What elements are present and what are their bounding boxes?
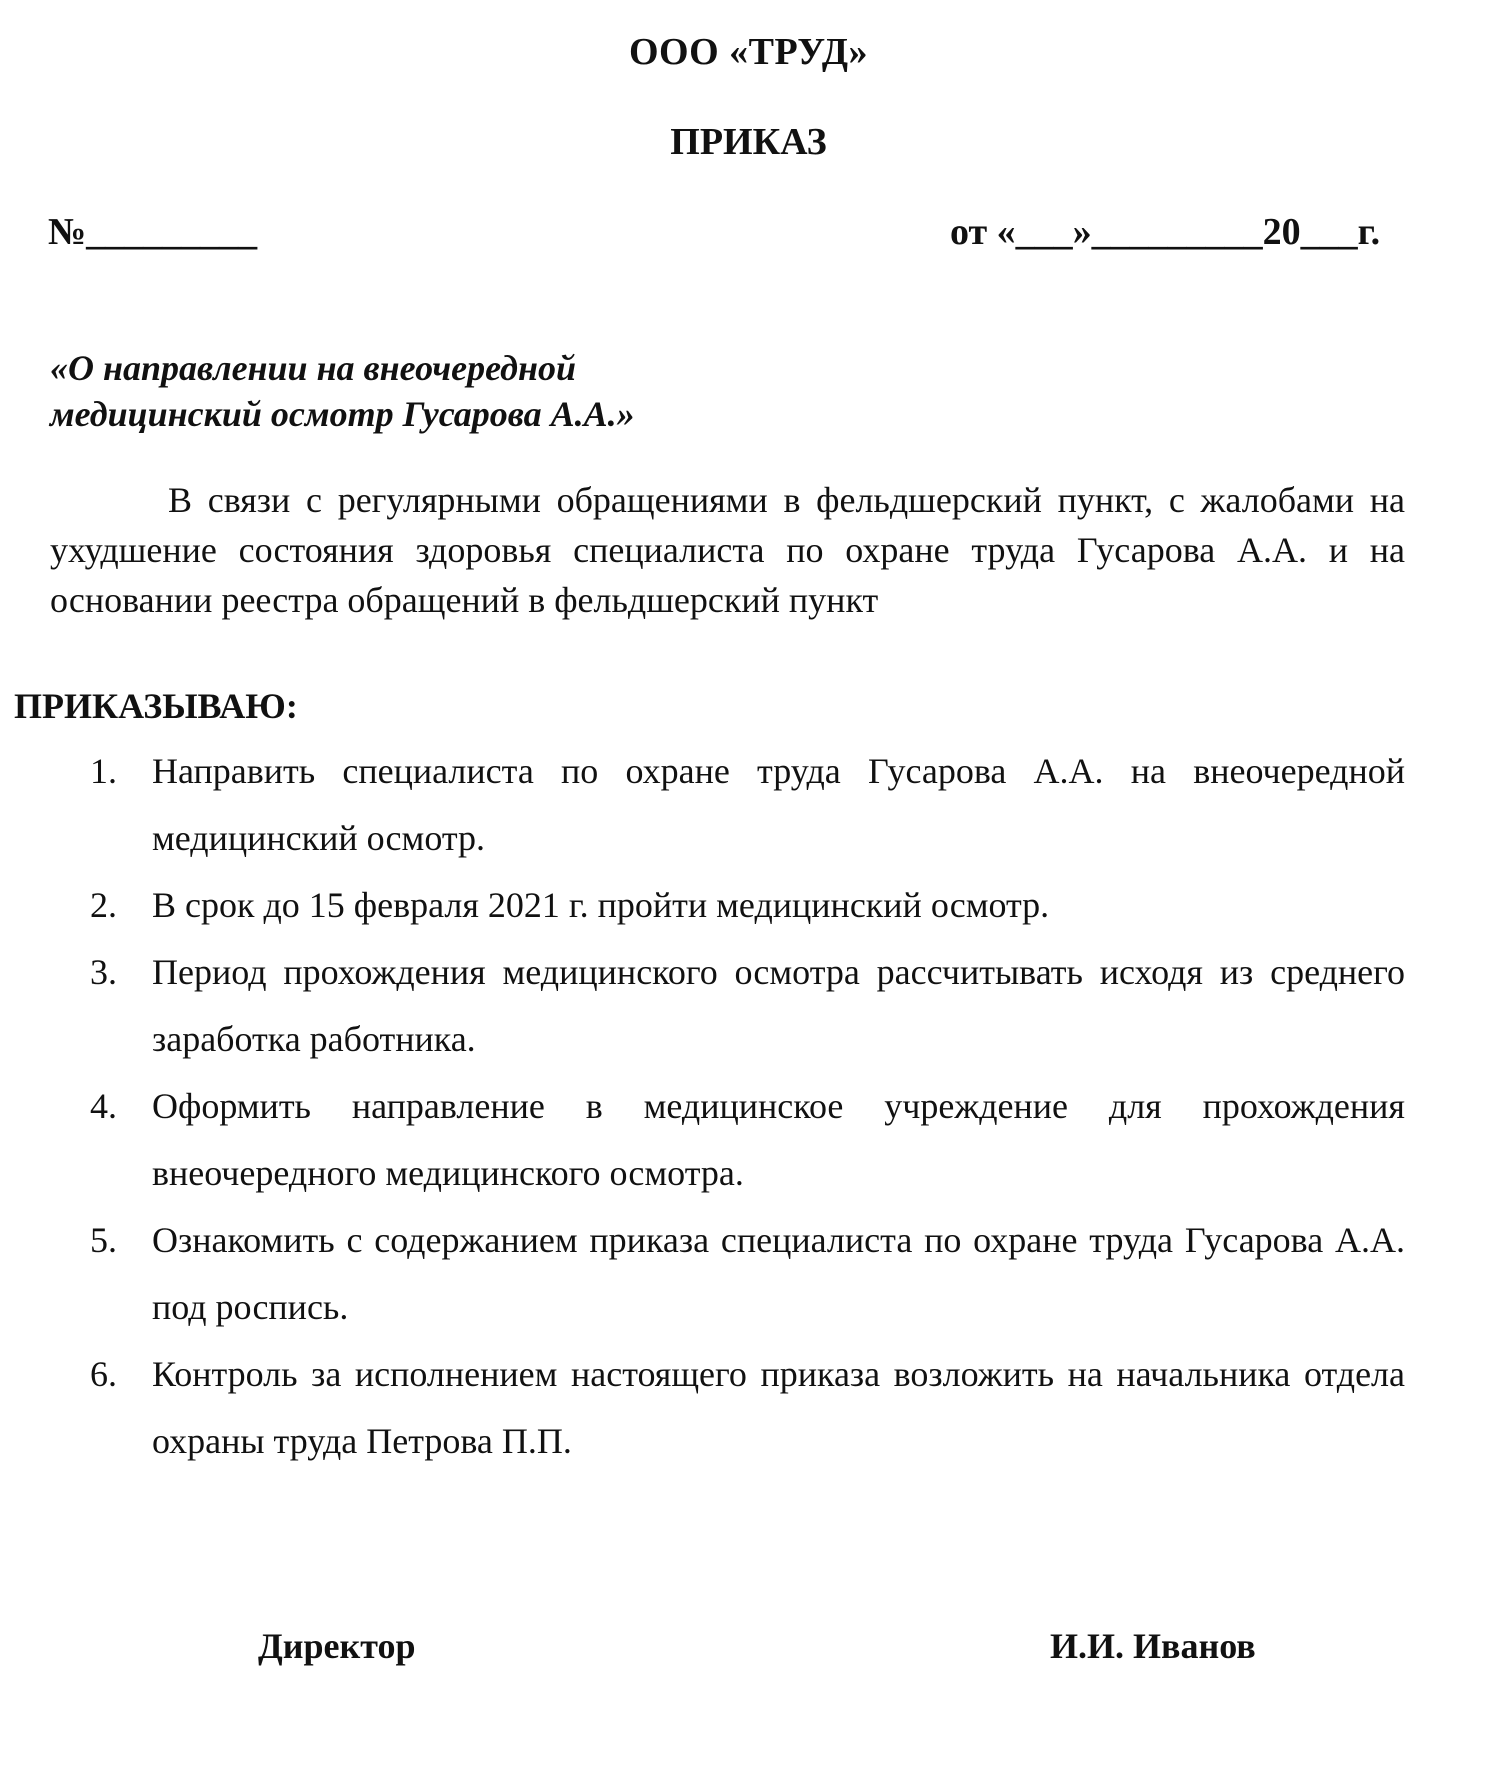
order-item-text: Оформить направление в медицинское учреждение для прохождения внеочередного медицинского осмотра. (152, 1086, 1405, 1193)
order-item-number: 5. (90, 1220, 117, 1260)
order-subject-line-2: медицинский осмотр Гусарова А.А.» (50, 394, 635, 434)
order-item (90, 1073, 1405, 1207)
order-item-number: 2. (90, 885, 117, 925)
order-number-field: №_________ (48, 211, 258, 253)
order-item-number: 3. (90, 952, 117, 992)
order-item (90, 1341, 1405, 1475)
order-item (90, 939, 1405, 1073)
order-item-number: 1. (90, 751, 117, 791)
order-subject (50, 345, 635, 437)
order-subject-line-1: «О направлении на внеочередной (50, 348, 577, 388)
document-type-title: ПРИКАЗ (670, 121, 827, 163)
order-item (90, 872, 1405, 939)
signer-name: И.И. Иванов (1050, 1626, 1256, 1666)
order-item-number: 4. (90, 1086, 117, 1126)
order-item-number: 6. (90, 1354, 117, 1394)
signer-title: Директор (258, 1626, 416, 1666)
order-item-text: В срок до 15 февраля 2021 г. пройти медицинский осмотр. (152, 885, 1050, 925)
order-items-list (90, 738, 1405, 1475)
preamble-paragraph: В связи с регулярными обращениями в фельдшерский пункт, с жалобами на ухудшение состояния здоровья специалиста по охране труда Гусарова А.А. и на основании реестра обращений в фельдшерский пункт (50, 480, 1405, 620)
order-item (90, 738, 1405, 872)
order-directive-heading: ПРИКАЗЫВАЮ: (14, 686, 298, 726)
organization-name: ООО «ТРУД» (629, 31, 868, 73)
order-item-text: Ознакомить с содержанием приказа специалиста по охране труда Гусарова А.А. под роспись. (152, 1220, 1405, 1327)
order-date-field: от «___»_________20___г. (950, 211, 1381, 253)
order-item-text: Период прохождения медицинского осмотра рассчитывать исходя из среднего заработка работника. (152, 952, 1405, 1059)
order-item-text: Контроль за исполнением настоящего приказа возложить на начальника отдела охраны труда Петрова П.П. (152, 1354, 1405, 1461)
order-item (90, 1207, 1405, 1341)
order-item-text: Направить специалиста по охране труда Гусарова А.А. на внеочередной медицинский осмотр. (152, 751, 1405, 858)
